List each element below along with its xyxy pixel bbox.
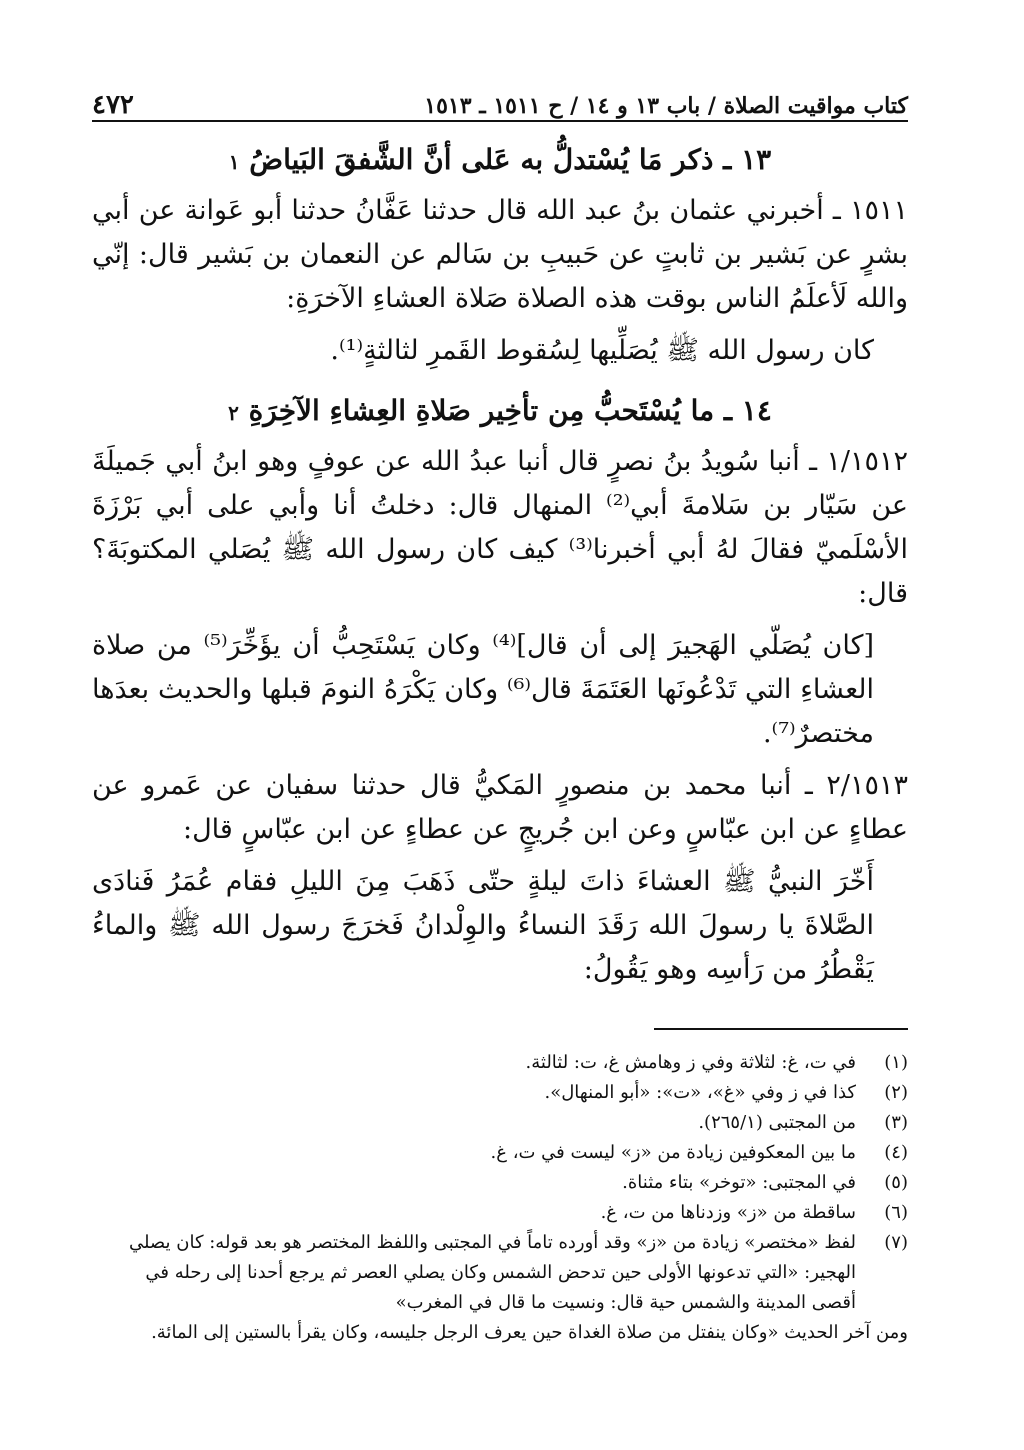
hadith-1513: ٢/١٥١٣ ـ أنبا محمد بن منصورٍ المَكيُّ قال حدثنا سفيان عن عَمرو عن عطاءٍ عن ابن عبّاسٍ وعن ابن جُريجٍ عن عطاءٍ عن ابن عبّاسٍ قال: xyxy=(92,770,908,845)
footnote-number: (٢) xyxy=(884,1082,908,1103)
section-14-title-suffix: ٢ xyxy=(228,401,239,425)
footnote-text: من المجتبى (٢٦٥/١). xyxy=(698,1112,856,1133)
footnote-continuation-2: أقصى المدينة والشمس حية قال: ونسيت ما قال في المغرب» xyxy=(395,1292,856,1313)
footnote-text: في ت، غ: لثلاثة وفي ز وهامش غ، ت: لثالثة. xyxy=(525,1052,856,1073)
section-14-title xyxy=(92,393,908,428)
hadith-1512: ١/١٥١٢ ـ أنبا سُويدُ بنُ نصرٍ قال أنبا عبدُ الله عن عوفٍ وهو ابنُ أبي جَميلَةَ عن سَيّار بن سَلامةَ أبي⁽²⁾ المنهال قال: دخلتُ أنا وأبي على أبي بَرْزَةَ الأسْلَميّ فقالَ لهُ أبي أخبرنا⁽³⁾ كيف كان رسول الله ﷺ يُصَلي المكتوبَةَ؟ قال: xyxy=(92,446,909,609)
footnote-continuation-1: الهجير: «التي تدعونها الأولى حين تدحض الشمس وكان يصلي العصر ثم يرجع أحدنا إلى رحله في xyxy=(145,1262,856,1283)
book-page xyxy=(92,84,908,1424)
section-13 xyxy=(92,142,908,373)
running-header xyxy=(92,84,908,122)
footnote-item xyxy=(92,1138,908,1168)
footnote-text: لفظ «مختصر» زيادة من «ز» وقد أورده تاماً في المجتبى واللفظ المختصر هو بعد قوله: كان يصلي xyxy=(128,1232,856,1253)
section-14-title-text: ١٤ ـ ما يُسْتَحبُّ مِن تأخِير صَلاةِ العِشاءِ الآخِرَةِ xyxy=(248,394,772,427)
footnote-text: في المجتبى: «توخر» بتاء مثناة. xyxy=(622,1172,856,1193)
footnote-text: ما بين المعكوفين زيادة من «ز» ليست في ت، غ. xyxy=(490,1142,856,1163)
hadith-1511: ١٥١١ ـ أخبرني عثمان بنُ عبد الله قال حدثنا عَفَّانُ حدثنا أبو عَوانة عن أبي بشرٍ عن بَشير بن ثابتٍ عن حَبيبِ بن سَالم عن النعمان بن بَشير قال: إنّي والله لَأعلَمُ الناس بوقت هذه الصلاة صَلاة العشاءِ الآخرَةِ: xyxy=(92,195,908,314)
footnote-item xyxy=(92,1108,908,1138)
footnote-text: ساقطة من «ز» وزدناها من ت، غ. xyxy=(600,1202,856,1223)
footnote-final-line: ومن آخر الحديث «وكان ينفتل من صلاة الغداة حين يعرف الرجل جليسه، وكان يقرأ بالستين إلى المائة. xyxy=(151,1322,908,1343)
page-number: ٤٧٢ xyxy=(92,90,134,120)
footnote-number: (٣) xyxy=(884,1112,908,1133)
footnote-divider xyxy=(654,1028,908,1030)
chapter-header: كتاب مواقيت الصلاة / باب ١٣ و ١٤ / ح ١٥١١ ـ ١٥١٣ xyxy=(424,92,908,119)
footnote-text: كذا في ز وفي «غ»، «ت»: «أبو المنهال». xyxy=(544,1082,856,1103)
footnotes-list xyxy=(92,1048,908,1348)
section-13-title-text: ١٣ ـ ذكر مَا يُسْتدلُّ به عَلى أنَّ الشَّفقَ البَياضُ xyxy=(249,143,772,176)
footnote-item xyxy=(92,1228,908,1258)
footnote-item xyxy=(92,1168,908,1198)
section-14 xyxy=(92,393,908,992)
footnote-number: (٥) xyxy=(884,1172,908,1193)
hadith-1511-text: كان رسول الله ﷺ يُصَلِّيها لِسُقوط القَمرِ لثالثةٍ⁽¹⁾. xyxy=(330,335,874,366)
footnote-item xyxy=(92,1048,908,1078)
footnote-item xyxy=(92,1078,908,1108)
section-13-title-suffix: ١ xyxy=(228,150,240,174)
section-13-title xyxy=(92,142,908,177)
footnote-number: (٤) xyxy=(884,1142,908,1163)
footnote-number: (٦) xyxy=(884,1202,908,1223)
footnote-number: (٧) xyxy=(884,1232,908,1253)
hadith-1513-text: أَخّرَ النبيُّ ﷺ العشاءَ ذاتَ ليلةٍ حتّى ذَهَبَ مِنَ الليلِ فقام عُمَرُ فَنادَى الصَّلاةَ يا رسولَ الله رَقَدَ النساءُ والوِلْدانُ فَخرَجَ رسول الله ﷺ والماءُ يَقْطُرُ من رَأسِه وهو يَقُولُ: xyxy=(92,866,874,985)
hadith-1512-text: [كان يُصَلّي الهَجيرَ إلى أن قال]⁽⁴⁾ وكان يَسْتَحِبُّ أن يؤَخِّرَ⁽⁵⁾ من صلاة العشاءِ التي تَدْعُونَها العَتَمَةَ قال⁽⁶⁾ وكان يَكْرَهُ النومَ قبلها والحديث بعدَها مختصرٌ⁽⁷⁾. xyxy=(92,630,874,749)
footnote-item xyxy=(92,1198,908,1228)
footnote-number: (١) xyxy=(884,1052,908,1073)
